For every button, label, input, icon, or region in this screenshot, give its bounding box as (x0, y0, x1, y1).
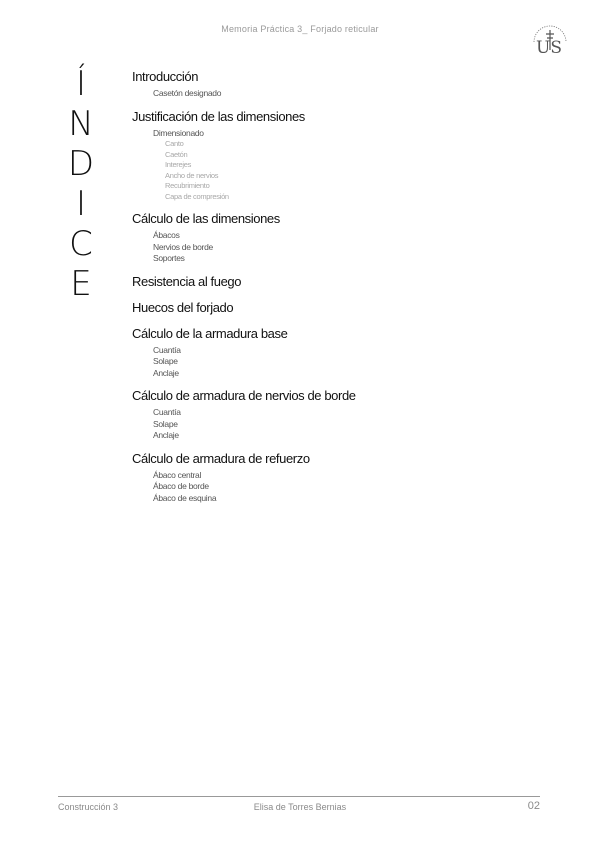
toc-section (132, 210, 552, 265)
footer-author: Elisa de Torres Bernias (253, 802, 347, 812)
toc-subsection: Ábacos (153, 230, 180, 240)
toc-subsection: Ábaco de borde (153, 481, 209, 491)
toc-subsection: Ábaco de esquina (153, 492, 217, 503)
footer-course: Construcción 3 (58, 802, 119, 812)
page-header-title: Memoria Práctica 3_ Forjado reticular (221, 24, 379, 34)
toc-subsection: Nervios de borde (153, 241, 213, 252)
toc-subsection: Solape (153, 356, 178, 366)
toc-section-title: Cálculo de armadura de refuerzo (132, 450, 310, 466)
toc-subsection: Soportes (153, 253, 185, 263)
toc-section (132, 273, 552, 291)
vertical-title-letter: D (67, 144, 95, 184)
toc-subsection: Dimensionado (153, 127, 204, 138)
vertical-title-letter: Í (75, 64, 87, 104)
toc-section (132, 450, 552, 505)
toc-section-title: Cálculo de la armadura base (132, 325, 288, 341)
university-seal-icon (528, 22, 572, 58)
logo-letters: US (536, 38, 562, 58)
vertical-title-letter: I (75, 184, 87, 224)
toc-subsection: Anclaje (153, 367, 179, 378)
toc-subsection: Cuantía (153, 407, 181, 417)
toc-subsection: Ábaco central (153, 469, 202, 480)
toc-section-title: Introducción (132, 69, 199, 84)
table-of-contents (132, 68, 552, 512)
toc-subsection: Cuantía (153, 344, 181, 355)
toc-section (132, 68, 552, 100)
toc-subsubsection: Canto (165, 139, 184, 148)
vertical-title-letter: N (68, 104, 94, 144)
vertical-title-letter: E (70, 264, 92, 304)
page-number: 02 (527, 800, 540, 812)
vertical-title-letter: C (69, 224, 93, 264)
toc-subsection: Anclaje (153, 430, 179, 440)
toc-subsection: Casetón designado (153, 88, 222, 98)
toc-section-title: Justificación de las dimensiones (132, 108, 305, 124)
footer-divider (58, 796, 540, 797)
toc-section-title: Resistencia al fuego (132, 273, 242, 289)
toc-section (132, 108, 552, 203)
toc-section (132, 387, 552, 442)
toc-subsection: Solape (153, 418, 178, 429)
toc-subsubsection: Ancho de nervios (165, 170, 219, 180)
toc-subsubsection: Capa de compresión (165, 191, 229, 201)
vertical-index-title (66, 64, 96, 304)
toc-subsubsection: Interejes (165, 160, 192, 169)
toc-section-title: Huecos del forjado (132, 299, 234, 315)
toc-section-title: Cálculo de armadura de nervios de borde (132, 388, 356, 403)
toc-subsubsection: Recubrimiento (165, 181, 210, 190)
toc-section (132, 325, 552, 380)
toc-section (132, 299, 552, 317)
toc-subsubsection: Caetón (165, 149, 188, 159)
toc-section-title: Cálculo de las dimensiones (132, 211, 280, 226)
